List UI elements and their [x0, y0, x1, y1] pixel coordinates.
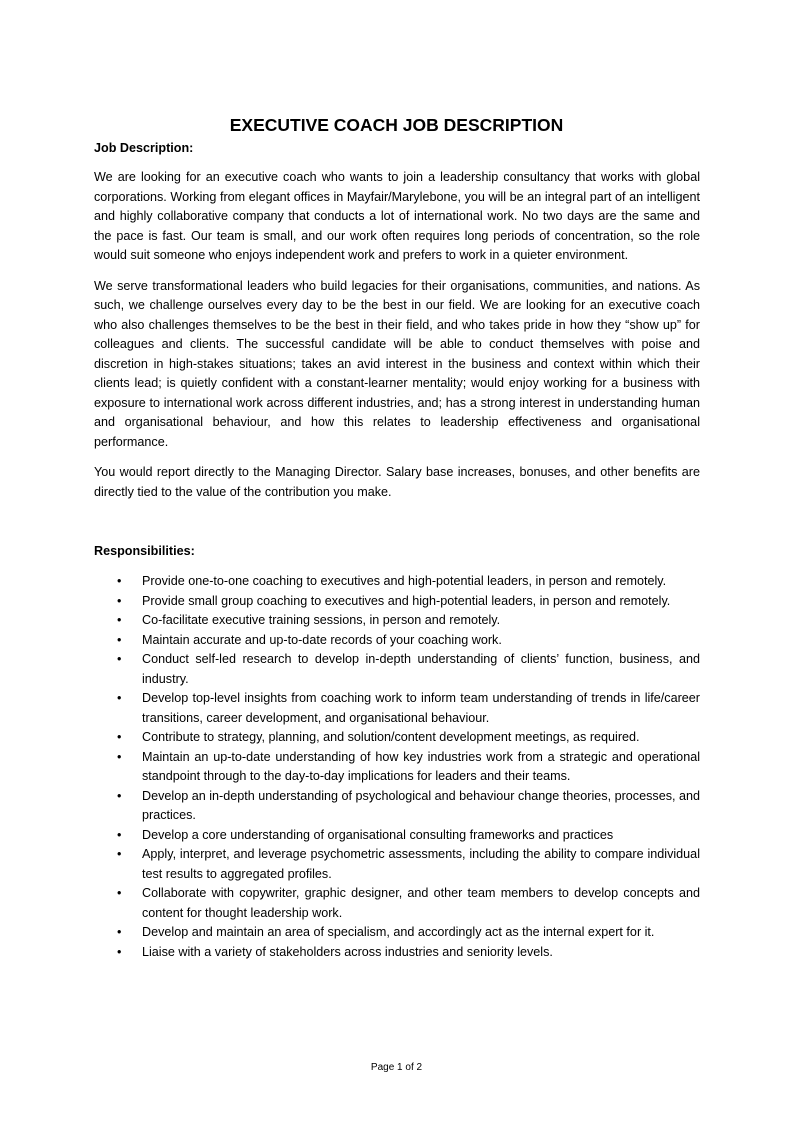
document-body: [94, 139, 700, 962]
list-item-text: Contribute to strategy, planning, and solution/content development meetings, as required.: [142, 730, 640, 744]
bullet-icon: •: [117, 788, 122, 803]
list-item: [94, 650, 700, 689]
list-item-text: Co-facilitate executive training sessions, in person and remotely.: [142, 613, 501, 627]
bullet-icon: •: [117, 944, 122, 959]
list-item: [94, 728, 700, 748]
bullet-icon: •: [117, 691, 122, 705]
list-item: [94, 884, 700, 923]
job-description-heading: Job Description:: [94, 141, 194, 155]
list-item: [94, 748, 700, 787]
bullet-icon: •: [117, 574, 122, 588]
list-item: [94, 611, 700, 631]
list-item: [94, 572, 700, 592]
responsibilities-list: [94, 572, 700, 962]
bullet-icon: •: [117, 847, 122, 861]
bullet-icon: •: [117, 886, 122, 900]
list-item-text: Provide small group coaching to executives and high-potential leaders, in person and remotely.: [142, 593, 671, 608]
document-title: EXECUTIVE COACH JOB DESCRIPTION: [229, 115, 564, 135]
list-item-text: Maintain an up-to-date understanding of how key industries work from a strategic and operational standpoint through to the day-to-day implications for leaders and their teams.: [142, 749, 700, 783]
list-item-text: Develop an in-depth understanding of psychological and behaviour change theories, processes, and practices.: [142, 788, 700, 822]
list-item-text: Develop top-level insights from coaching work to inform team understanding of trends in life/career transitions, career development, and organisational behaviour.: [142, 691, 700, 725]
bullet-icon: •: [117, 827, 122, 842]
list-item: [94, 787, 700, 826]
list-item-text: Liaise with a variety of stakeholders across industries and seniority levels.: [142, 944, 553, 959]
list-item-text: Apply, interpret, and leverage psychometric assessments, including the ability to compare individual test results to aggregated profiles.: [142, 847, 700, 881]
list-item: [94, 826, 700, 846]
list-item: [94, 631, 700, 651]
list-item-text: Maintain accurate and up-to-date records of your coaching work.: [142, 632, 502, 647]
bullet-icon: •: [117, 593, 122, 608]
list-item-text: Collaborate with copywriter, graphic designer, and other team members to develop concepts and content for thought leadership work.: [142, 886, 700, 920]
page-number-footer: Page 1 of 2: [370, 1062, 423, 1073]
list-item-text: Conduct self-led research to develop in-depth understanding of clients’ function, business, and industry.: [142, 652, 700, 686]
paragraph-intro: We are looking for an executive coach who wants to join a leadership consultancy that works with global corporations. Working from elegant offices in Mayfair/Marylebone, you will be an integral part of an intelligent and highly collaborative company that conducts a lot of international work. No two days are the same and the pace is fast. Our team is small, and our work often requires long periods of concentration, so the role would suit someone who enjoys independent work and prefers to work in a quieter environment.: [94, 170, 700, 262]
list-item: [94, 689, 700, 728]
list-item-text: Develop a core understanding of organisational consulting frameworks and practices: [142, 827, 614, 842]
bullet-icon: •: [117, 749, 122, 764]
paragraph-values: We serve transformational leaders who build legacies for their organisations, communities, and nations. As such, we challenge ourselves every day to be the best in our field. We are looking for an executive coach who also challenges themselves to be the best in their field, and who takes pride in how they “show up” for colleagues and clients. The successful candidate will be able to conduct themselves with poise and discretion in high-stakes situations; takes an avid interest in the business and context within which their clients lead; is quietly confident with a constant-learner mentality; would enjoy working for a business with exposure to international work across different industries, and; has a strong interest in understanding human and organisational behaviour, and how this relates to leadership effectiveness and organisational performance.: [94, 278, 700, 449]
bullet-icon: •: [117, 632, 122, 647]
list-item: [94, 845, 700, 884]
responsibilities-heading: Responsibilities:: [94, 544, 195, 558]
list-item-text: Develop and maintain an area of specialism, and accordingly act as the internal expert for it.: [142, 925, 655, 939]
bullet-icon: •: [117, 925, 122, 939]
bullet-icon: •: [117, 730, 122, 744]
bullet-icon: •: [117, 652, 122, 666]
list-item-text: Provide one-to-one coaching to executives and high-potential leaders, in person and remotely.: [142, 574, 667, 588]
list-item: [94, 943, 700, 963]
paragraph-reporting: You would report directly to the Managing Director. Salary base increases, bonuses, and other benefits are directly tied to the value of the contribution you make.: [94, 465, 700, 499]
list-item: [94, 592, 700, 612]
bullet-icon: •: [117, 613, 122, 627]
list-item: [94, 923, 700, 943]
